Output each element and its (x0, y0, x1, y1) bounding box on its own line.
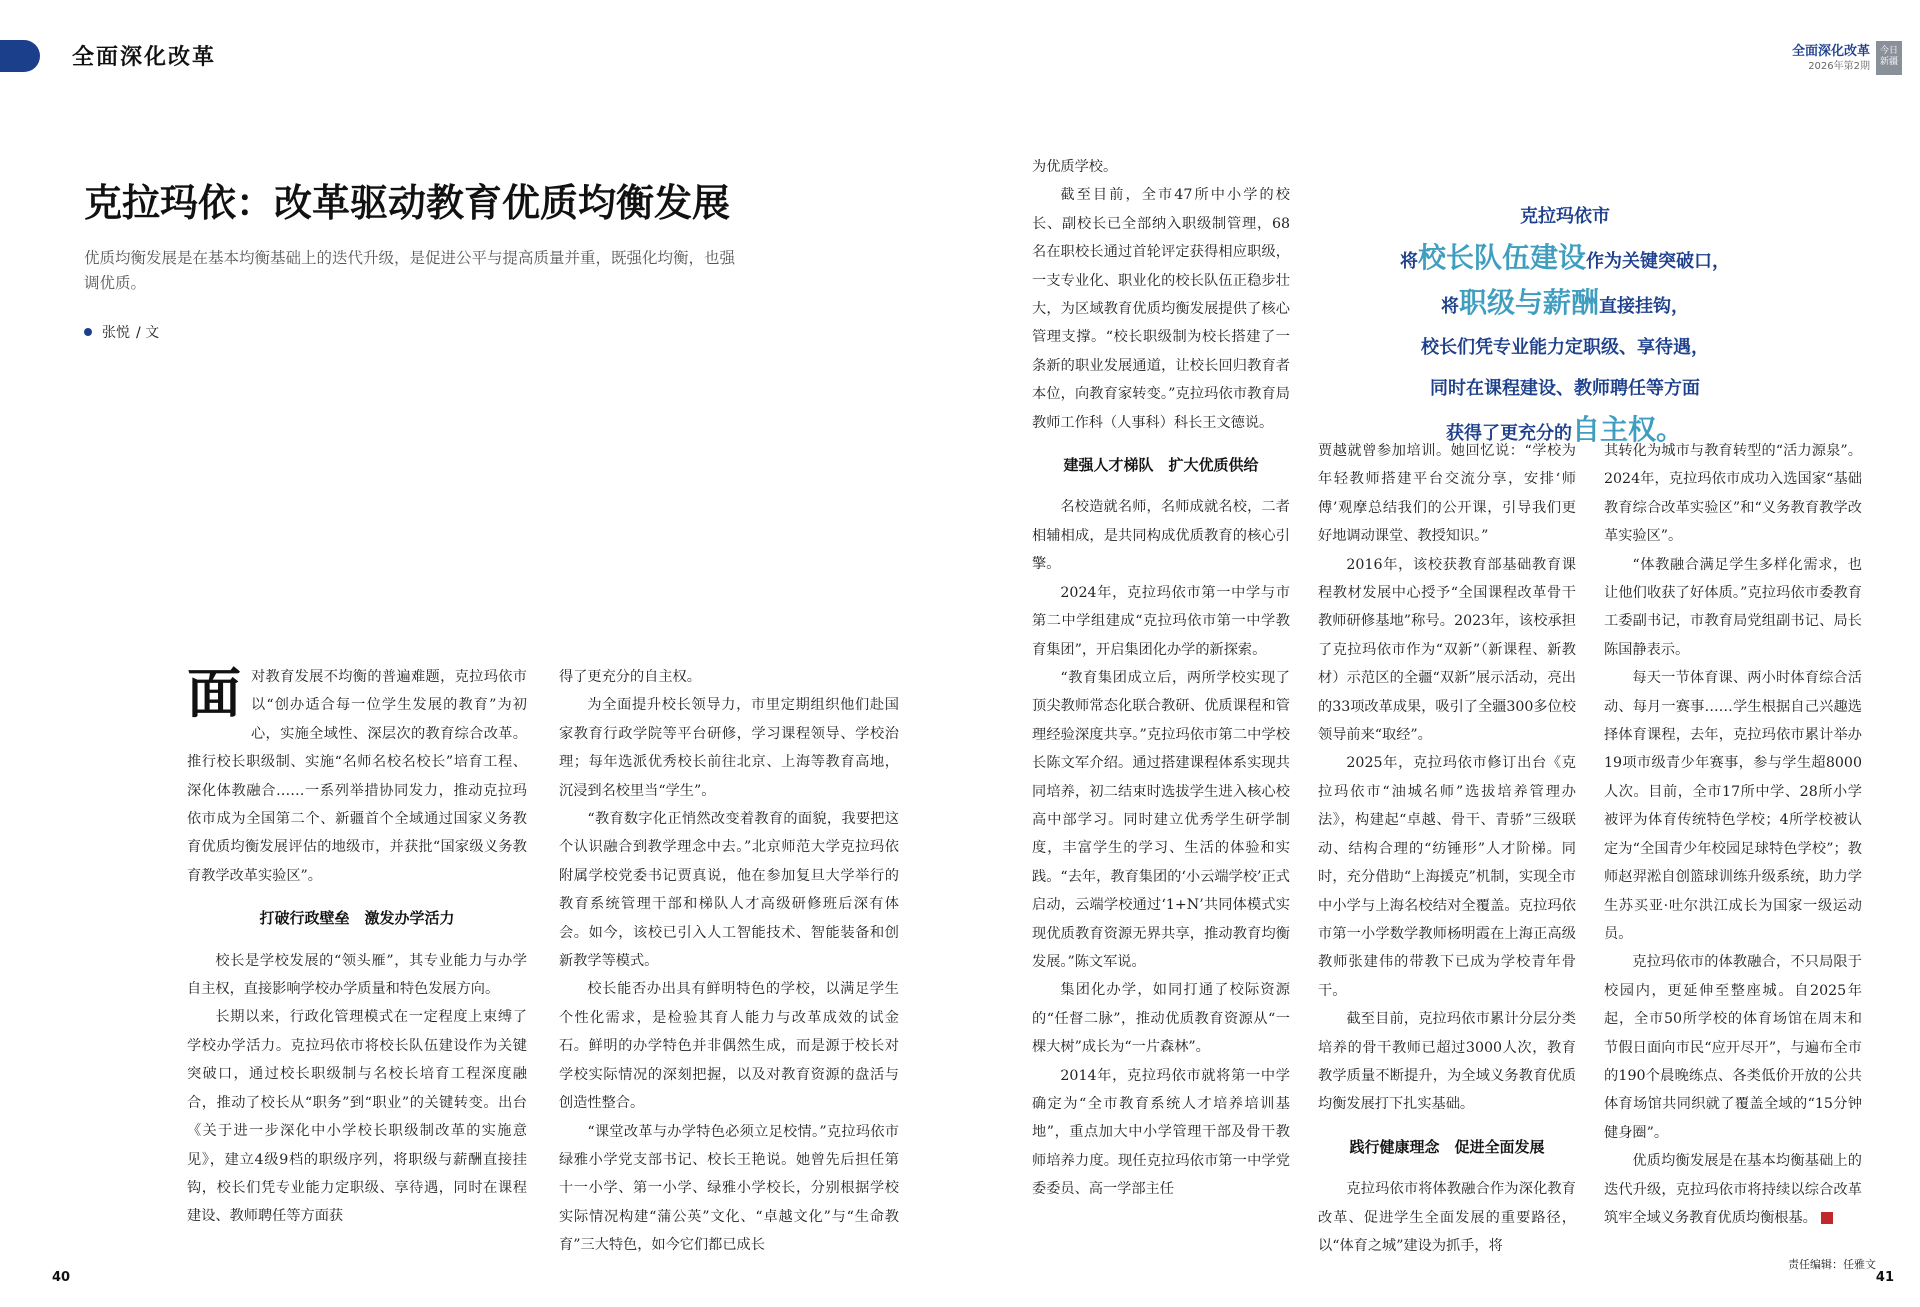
pull-quote-text: 获得了更充分的 (1445, 423, 1572, 444)
column-2 (559, 663, 899, 1260)
column-1 (187, 663, 527, 1231)
subheading: 践行健康理念 促进全面发展 (1349, 1137, 1545, 1156)
paragraph: “课堂改革与办学特色必须立足校情。”克拉玛依市绿雅小学党支部书记、校长王艳说。她曾先后担任第十一小学、第一小学、绿雅小学校长，分别根据学校实际情况构建“蒲公英”文化、“卓越文化”与“生命教育”三大特色，如今它们都已成长 (559, 1123, 899, 1254)
byline (84, 322, 159, 342)
paragraph: 2024年，克拉玛依市第一中学与市第二中学组建成“克拉玛依市第一中学教育集团”，开启集团化办学的新探索。 (1032, 584, 1290, 658)
paragraph: 克拉玛依市的体教融合，不只局限于校园内，更延伸至整座城。自2025年起，全市50所学校的体育场馆在周末和节假日面向市民“应开尽开”，与遍布全市的190个晨晚练点、各类低价开放的公共体育场馆共同织就了覆盖全域的“15分钟健身圈”。 (1604, 954, 1862, 1141)
paragraph: 校长能否办出具有鲜明特色的学校，以满足学生个性化需求，是检验其育人能力与改革成效的试金石。鲜明的办学特色并非偶然生成，而是源于校长对学校实际情况的深刻把握，以及对教育资源的盘活与创造性整合。 (559, 981, 899, 1112)
paragraph: “教育数字化正悄然改变着教育的面貌，我要把这个认识融合到教学理念中去。”北京师范大学克拉玛依附属学校党委书记贾真说，他在参加复旦大学举行的教育系统管理干部和梯队人才高级研修班后深有体会。如今，该校已引入人工智能技术、智能装备和创新教学等模式。 (559, 811, 899, 970)
column-4 (1318, 437, 1576, 1260)
paragraph: 克拉玛依市将体教融合作为深化教育改革、促进学生全面发展的重要路径，以“体育之城”建设为抓手，将 (1318, 1181, 1576, 1254)
byline-dot-icon (84, 328, 92, 336)
pull-quote-line (1330, 282, 1800, 327)
section-label: 全面深化改革 (72, 45, 217, 70)
magazine-masthead (1792, 44, 1870, 73)
pull-quote-text: 直接挂钩， (1599, 296, 1689, 317)
pull-quote-line (1330, 237, 1800, 282)
magazine-title: 全面深化改革 (1791, 43, 1870, 59)
pull-quote-highlight: 自主权。 (1571, 413, 1684, 446)
page-number-left: 40 (52, 1270, 71, 1285)
paragraph: 2016年，该校获教育部基础教育课程教材发展中心授予“全国课程改革骨干教师研修基地”称号。2023年，该校承担了克拉玛依市作为“双新”（新课程、新教材）示范区的全疆“双新”展示活动，亮出的33项改革成果，吸引了全疆300多位校领导前来“取经”。 (1318, 556, 1576, 744)
responsible-editor: 责任编辑：任雅文 (1788, 1258, 1876, 1271)
paragraph (1604, 1147, 1862, 1232)
paragraph: 集团化办学，如同打通了校际资源的“任督二脉”，推动优质教育资源从“一棵大树”成长为“一片森林”。 (1032, 982, 1290, 1056)
magazine-logo: 今日新疆 (1876, 41, 1902, 75)
subheading: 打破行政壁垒 激发办学活力 (259, 909, 455, 928)
subheading: 建强人才梯队 扩大优质供给 (1063, 456, 1259, 475)
pull-quote-text: 作为关键突破口， (1586, 251, 1730, 272)
end-mark-icon (1821, 1212, 1833, 1224)
paragraph: 对教育发展不均衡的普遍难题，克拉玛依市以“创办适合每一位学生发展的教育”为初心，实施全域性、深层次的教育综合改革。推行校长职级制、实施“名师名校名校长”培育工程、深化体教融合……一系列举措协同发力，推动克拉玛依市成为全国第二个、新疆首个全域通过国家义务教育优质均衡发展评估的地级市，并获批“国家级义务教育教学改革实验区”。 (187, 669, 527, 884)
column-5 (1604, 437, 1862, 1232)
closing-text: 优质均衡发展是在基本均衡基础上的迭代升级，克拉玛依市将持续以综合改革筑牢全域义务教育优质均衡根基。 (1604, 1153, 1862, 1226)
dropcap: 面 (187, 662, 241, 725)
pull-quote-text: 将 (1399, 251, 1418, 272)
paragraph: 名校造就名师，名师成就名校，二者相辅相成，是共同构成优质教育的核心引擎。 (1032, 499, 1290, 573)
magazine-header (1792, 40, 1902, 76)
paragraph: 2025年，克拉玛依市修订出台《克拉玛依市“油城名师”选拔培养管理办法》，构建起“卓越、骨干、青骄”三级联动、结构合理的“纺锤形”人才阶梯。同时，充分借助“上海援克”机制，实现全市中小学与上海名校结对全覆盖。克拉玛依市第一小学数学教师杨明霞在上海正高级教师张建伟的带教下已成为学校青年骨干。 (1318, 755, 1576, 999)
page-number-right: 41 (1875, 1270, 1894, 1285)
author-suffix: / 文 (136, 325, 160, 341)
section-tab-marker (0, 40, 40, 72)
column-3 (1032, 153, 1290, 1204)
pull-quote-line: 校长们凭专业能力定职级、享待遇， (1421, 337, 1709, 358)
pull-quote-line: 同时在课程建设、教师聘任等方面 (1430, 378, 1700, 399)
paragraph: 每天一节体育课、两小时体育综合活动、每月一赛事……学生根据自己兴趣选择体育课程，去年，克拉玛依市累计举办19项市级青少年赛事，参与学生超8000人次。目前，全市17所中学、28所小学被评为体育传统特色学校；4所学校被认定为“全国青少年校园足球特色学校”；教师赵羿淞自创篮球训练升级系统，助力学生苏买亚·吐尔洪江成长为国家一级运动员。 (1604, 670, 1862, 942)
paragraph: 截至目前，克拉玛依市累计分层分类培养的骨干教师已超过3000人次，教育教学质量不断提升，为全域义务教育优质均衡发展打下扎实基础。 (1318, 1011, 1576, 1113)
paragraph: 截至目前，全市47所中小学的校长、副校长已全部纳入职级制管理，68名在职校长通过首轮评定获得相应职级，一支专业化、职业化的校长队伍正稳步壮大，为区域教育优质均衡发展提供了核心管理支撑。“校长职级制为校长搭建了一条新的职业发展通道，让校长回归教育者本位，向教育家转变。”克拉玛依市教育局教师工作科（人事科）科长王文德说。 (1032, 187, 1290, 431)
pull-quote-line: 克拉玛依市 (1520, 206, 1610, 227)
pull-quote-text: 将 (1440, 296, 1459, 317)
paragraph: 2014年，克拉玛依市就将第一中学确定为“全市教育系统人才培养培训基地”，重点加大中小学管理干部及骨干教师培养力度。现任克拉玛依市第一中学党委委员、高一学部主任 (1032, 1067, 1290, 1198)
pull-quote-highlight: 职级与薪酬 (1458, 286, 1599, 319)
paragraph: 其转化为城市与教育转型的“活力源泉”。2024年，克拉玛依市成功入选国家“基础教育综合改革实验区”和“义务教育教学改革实验区”。 (1604, 443, 1862, 545)
article-lead: 优质均衡发展是在基本均衡基础上的迭代升级，是促进公平与提高质量并重，既强化均衡，也强调优质。 (84, 249, 736, 292)
paragraph: 校长是学校发展的“领头雁”，其专业能力与办学自主权，直接影响学校办学质量和特色发展方向。 (187, 952, 527, 998)
paragraph: 长期以来，行政化管理模式在一定程度上束缚了学校办学活力。克拉玛依市将校长队伍建设作为关键突破口，通过校长职级制与名校长培育工程深度融合，推动了校长从“职务”到“职业”的关键转变。出台《关于进一步深化中小学校长职级制改革的实施意见》，建立4级9档的职级序列，将职级与薪酬直接挂钩，校长们凭专业能力定职级、享待遇，同时在课程建设、教师聘任等方面获 (187, 1009, 527, 1225)
paragraph: 得了更充分的自主权。 (559, 669, 701, 685)
pull-quote (1330, 196, 1800, 454)
magazine-issue: 2026年第2期 (1808, 60, 1870, 72)
paragraph: “教育集团成立后，两所学校实现了顶尖教师常态化联合教研、优质课程和管理经验深度共享。”克拉玛依市第二中学校长陈文军介绍。通过搭建课程体系实现共同培养，初二结束时选拔学生进入核心校高中部学习。同时建立优秀学生研学制度，丰富学生的学习、生活的体验和实践。“去年，教育集团的‘小云端学校’正式启动，云端学校通过‘1+N’共同体模式实现优质教育资源无界共享，推动教育均衡发展。”陈文军说。 (1032, 669, 1290, 970)
article-title: 克拉玛依：改革驱动教育优质均衡发展 (84, 181, 731, 225)
paragraph: “体教融合满足学生多样化需求，也让他们收获了好体质。”克拉玛依市委教育工委副书记，市教育局党组副书记、局长陈国静表示。 (1604, 556, 1862, 658)
paragraph: 为优质学校。 (1032, 159, 1118, 175)
pull-quote-highlight: 校长队伍建设 (1417, 241, 1586, 274)
author-name: 张悦 (102, 325, 130, 341)
paragraph: 为全面提升校长领导力，市里定期组织他们赴国家教育行政学院等平台研修，学习课程领导、学校治理；每年选派优秀校长前往北京、上海等教育高地，沉浸到名校里当“学生”。 (559, 697, 899, 799)
paragraph: 贾越就曾参加培训。她回忆说：“学校为年轻教师搭建平台交流分享，安排‘师傅’观摩总结我们的公开课，引导我们更好地调动课堂、教授知识。” (1318, 443, 1576, 545)
